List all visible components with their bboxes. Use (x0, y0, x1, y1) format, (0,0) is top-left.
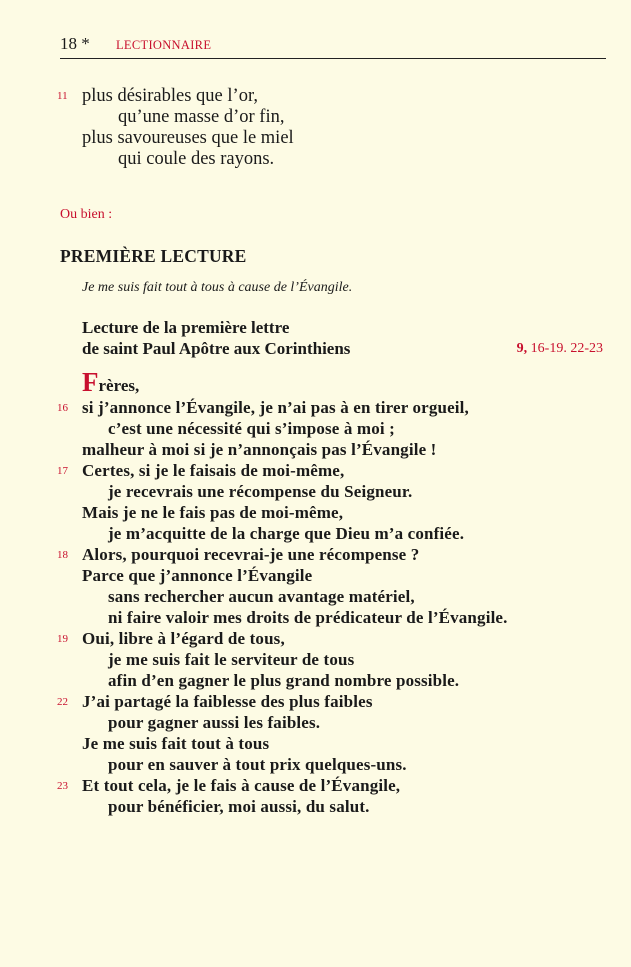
verse-line: Mais je ne le fais pas de moi-même, (82, 503, 344, 522)
verse-line: pour bénéficier, moi aussi, du salut. (108, 797, 370, 816)
verse-line: si j’annonce l’Évangile, je n’ai pas à en tirer orgueil, (82, 398, 469, 417)
verse-line: Parce que j’annonce l’Évangile (82, 566, 313, 585)
verse-number: 18 (57, 549, 68, 561)
verse-line: je recevrais une récompense du Seigneur. (108, 482, 413, 501)
reading-subtitle: Je me suis fait tout à tous à cause de l’Évangile. (82, 280, 353, 295)
verse-line: c’est une nécessité qui s’impose à moi ; (108, 419, 395, 438)
verse-line: pour gagner aussi les faibles. (108, 713, 321, 732)
reference-verses: 16-19. 22-23 (530, 341, 603, 356)
verse-line: malheur à moi si je n’annonçais pas l’Évangile ! (82, 440, 437, 459)
verse-line: Et tout cela, je le fais à cause de l’Évangile, (82, 776, 401, 795)
opening-word: rères, (98, 376, 140, 395)
psalm-line: plus savoureuses que le miel (82, 128, 294, 148)
verse-line: je me suis fait le serviteur de tous (108, 650, 355, 669)
verse-line: Certes, si je le faisais de moi-même, (82, 461, 345, 480)
verse-number: 16 (57, 402, 68, 414)
drop-cap: F (82, 367, 99, 397)
reading-title-line: de saint Paul Apôtre aux Corinthiens (82, 339, 351, 358)
alternative-label: Ou bien : (60, 207, 113, 222)
opening-line (82, 367, 139, 398)
verse-line: Je me suis fait tout à tous (82, 734, 270, 753)
reading-title-line: Lecture de la première lettre (82, 318, 290, 337)
verse-line: je m’acquitte de la charge que Dieu m’a confiée. (108, 524, 465, 543)
verse-line: Alors, pourquoi recevrai-je une récompense ? (82, 545, 420, 564)
verse-number: 23 (57, 780, 68, 792)
verse-number: 22 (57, 696, 68, 708)
page-number: 18 * (60, 34, 90, 53)
scripture-reference (517, 341, 603, 357)
verse-line: ni faire valoir mes droits de prédicateur de l’Évangile. (108, 608, 508, 627)
book-title: LECTIONNAIRE (116, 38, 212, 52)
psalm-line: qui coule des rayons. (118, 149, 275, 169)
verse-line: sans rechercher aucun avantage matériel, (108, 587, 415, 606)
psalm-line: qu’une masse d’or fin, (118, 107, 285, 127)
verse-line: Oui, libre à l’égard de tous, (82, 629, 285, 648)
verse-number: 17 (57, 465, 68, 477)
verse-line: J’ai partagé la faiblesse des plus faibles (82, 692, 373, 711)
verse-number: 19 (57, 633, 68, 645)
psalm-line: plus désirables que l’or, (82, 86, 258, 106)
page-header (60, 34, 606, 59)
verse-line: afin d’en gagner le plus grand nombre possible. (108, 671, 460, 690)
verse-line: pour en sauver à tout prix quelques-uns. (108, 755, 407, 774)
section-title: PREMIÈRE LECTURE (60, 246, 247, 266)
verse-number: 11 (57, 90, 68, 102)
reference-chapter: 9, (516, 341, 528, 356)
